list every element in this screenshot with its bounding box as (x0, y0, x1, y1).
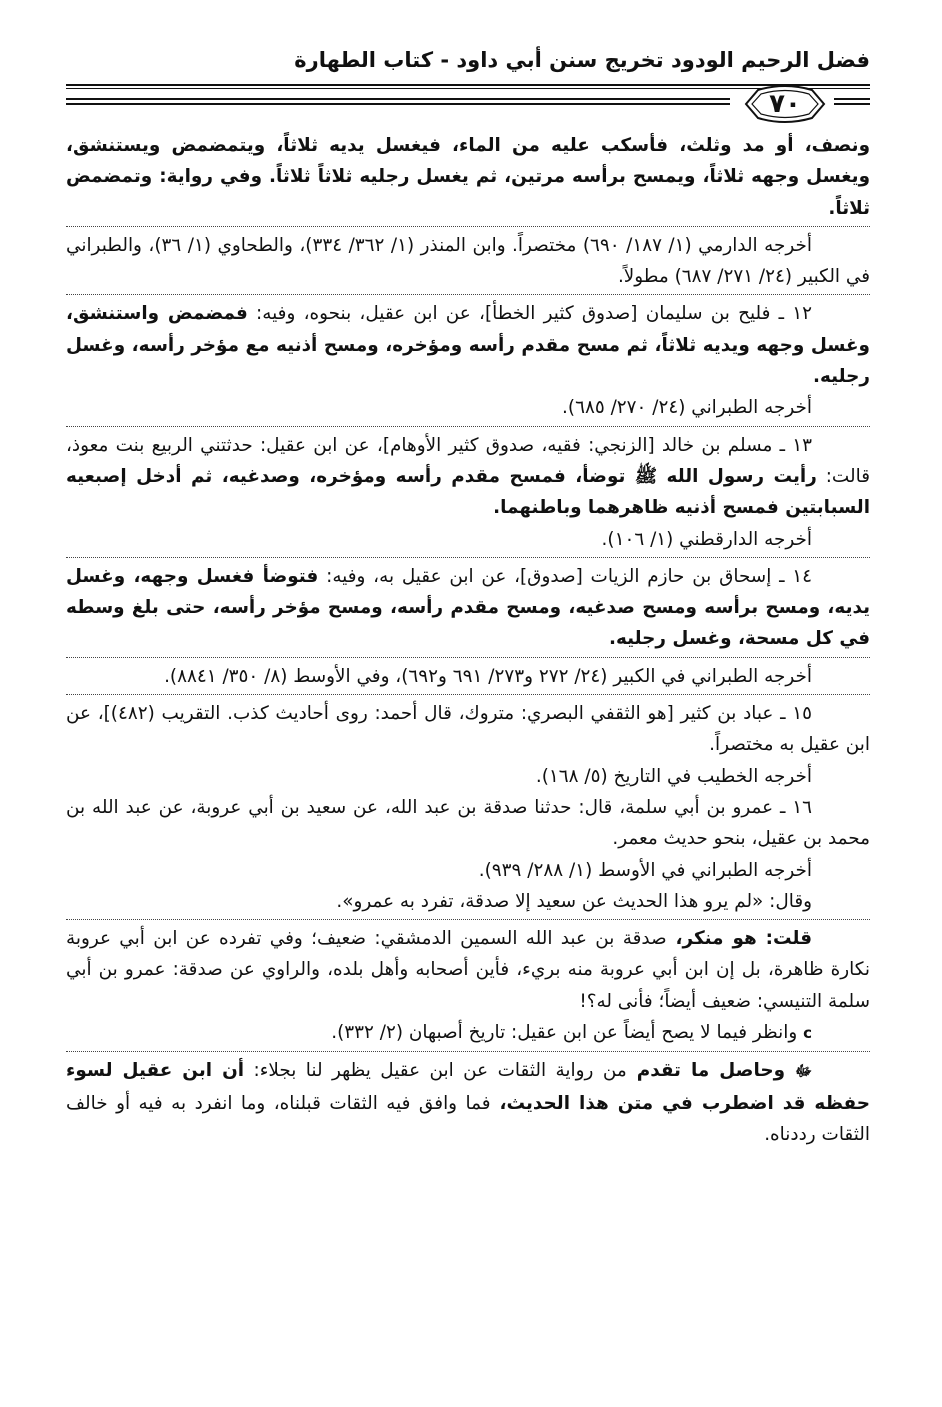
verdict-text: صدقة بن عبد الله السمين الدمشقي: ضعيف؛ وفي تفرده عن ابن أبي عروبة نكارة ظاهرة، بل إن ابن أبي عروبة منه بريء، فأين أصحابه وأهل بلده، والراوي عن صدقة: عمرو بن أبي سلمة التنيسي: ضعيف أيضاً؛ فأنى له؟! (66, 928, 870, 1012)
divider (66, 919, 870, 920)
ornament-icon: ﷻ (795, 1062, 812, 1081)
note-marker-icon: c (803, 1024, 812, 1043)
paragraph (66, 1017, 870, 1049)
note-text: وانظر فيما لا يصح أيضاً عن ابن عقيل: تاريخ أصبهان (٢/ ٣٣٢). (331, 1022, 804, 1044)
page-number-badge (742, 84, 828, 124)
paragraph (66, 430, 870, 524)
conclusion-paragraph (66, 1055, 870, 1150)
main-text (66, 130, 870, 1150)
divider (66, 557, 870, 558)
verdict-label: قلت: هو منكر، (666, 928, 812, 950)
page-number-line (834, 98, 870, 100)
narrator-chain: ١٢ ـ فليح بن سليمان [صدوق كثير الخطأ]، عن ابن عقيل، بنحوه، وفيه: (247, 303, 812, 325)
takhrij-paragraph: أخرجه الدارمي (١/ ١٨٧/ ٦٩٠) مختصراً. وابن المنذر (١/ ٣٦٢/ ٣٣٤)، والطحاوي (١/ ٣٦)، والطبراني في الكبير (٢٤/ ٢٧١/ ٦٨٧) مطولاً. (66, 234, 870, 288)
hadith-text: فتوضأ فغسل وجهه، وغسل يديه، ومسح برأسه ومسح صدغيه، ومسح مقدم رأسه، ومسح مؤخر رأسه، حتى بلغ وسطه في كل مسحة، وغسل رجليه. (66, 565, 870, 650)
narrator-chain: ١٣ ـ مسلم بن خالد [الزنجي: فقيه، صدوق كثير الأوهام]، عن ابن عقيل: حدثتني الربيع بنت معوذ، قالت: (66, 434, 870, 487)
divider (66, 294, 870, 295)
page-number-line (834, 103, 870, 105)
paragraph (66, 130, 870, 224)
takhrij-paragraph: أخرجه الطبراني في الأوسط (١/ ٢٨٨/ ٩٣٩). (478, 859, 812, 881)
conclusion-label: وحاصل ما تقدم (626, 1060, 796, 1082)
conclusion-text: من رواية الثقات عن ابن عقيل يظهر لنا بجلاء: (244, 1060, 627, 1082)
page-number-line (66, 103, 730, 105)
hadith-text: ونصف، أو مد وثلث، فأسكب عليه من الماء، فيغسل يديه ثلاثاً، ويتمضمض ويستنشق، ويغسل وجهه ثلاثاً، ويمسح برأسه مرتين، ثم يغسل رجليه ثلاثاً ثلاثاً. وفي رواية: وتمضمض ثلاثاً. (66, 135, 870, 219)
takhrij-paragraph: أخرجه الدارقطني (١/ ١٠٦). (601, 528, 812, 550)
takhrij-paragraph: أخرجه الطبراني في الكبير (٢٤/ ٢٧٢ و٢٧٣/ ٦٩١ و٦٩٢)، وفي الأوسط (٨/ ٣٥٠/ ٨٨٤١). (164, 665, 812, 687)
page-number-line (66, 98, 730, 100)
takhrij-paragraph: أخرجه الطبراني (٢٤/ ٢٧٠/ ٦٨٥). (562, 397, 812, 419)
quote-paragraph: وقال: «لم يرو هذا الحديث عن سعيد إلا صدقة، تفرد به عمرو». (336, 890, 812, 912)
takhrij-paragraph: أخرجه الخطيب في التاريخ (٥/ ١٦٨). (535, 765, 812, 787)
book-page (66, 40, 870, 1145)
divider (66, 657, 870, 658)
conclusion-emphasis: أن ابن عقيل لسوء حفظه قد اضطرب في متن هذا الحديث، (66, 1060, 870, 1114)
hadith-text: فمضمض واستنشق، وغسل وجهه ويديه ثلاثاً، ثم مسح مقدم رأسه ومؤخره، ومسح أذنيه مع مؤخر رأسه، وغسل رجليه. (66, 303, 870, 388)
paragraph: ١٦ ـ عمرو بن أبي سلمة، قال: حدثنا صدقة بن عبد الله، عن سعيد بن أبي عروبة، عن عبد الله بن محمد بن عقيل، بنحو حديث معمر. (66, 796, 870, 850)
hadith-text: رأيت رسول الله ﷺ توضأ، فمسح مقدم رأسه ومؤخره، وصدغيه، ثم أدخل إصبعيه السبابتين فمسح أذنيه ظاهرهما وباطنهما. (66, 465, 870, 519)
page-number: ٧٠ (769, 89, 801, 119)
running-title: فضل الرحيم الودود تخريج سنن أبي داود - كتاب الطهارة (294, 48, 870, 72)
divider (66, 226, 870, 227)
narrator-chain: ١٤ ـ إسحاق بن حازم الزيات [صدوق]، عن ابن عقيل به، وفيه: (318, 565, 813, 587)
conclusion-text: فما وافق فيه الثقات قبلناه، وما انفرد به فيه أو خالف الثقات رددناه. (66, 1092, 870, 1145)
divider (66, 426, 870, 427)
paragraph: ١٥ ـ عباد بن كثير [هو الثقفي البصري: متروك، قال أحمد: روى أحاديث كذب. التقريب (٤٨٢)]، عن ابن عقيل به مختصراً. (66, 703, 870, 756)
divider (66, 694, 870, 695)
divider (66, 1051, 870, 1052)
paragraph (66, 561, 870, 655)
paragraph (66, 298, 870, 392)
paragraph (66, 923, 870, 1017)
